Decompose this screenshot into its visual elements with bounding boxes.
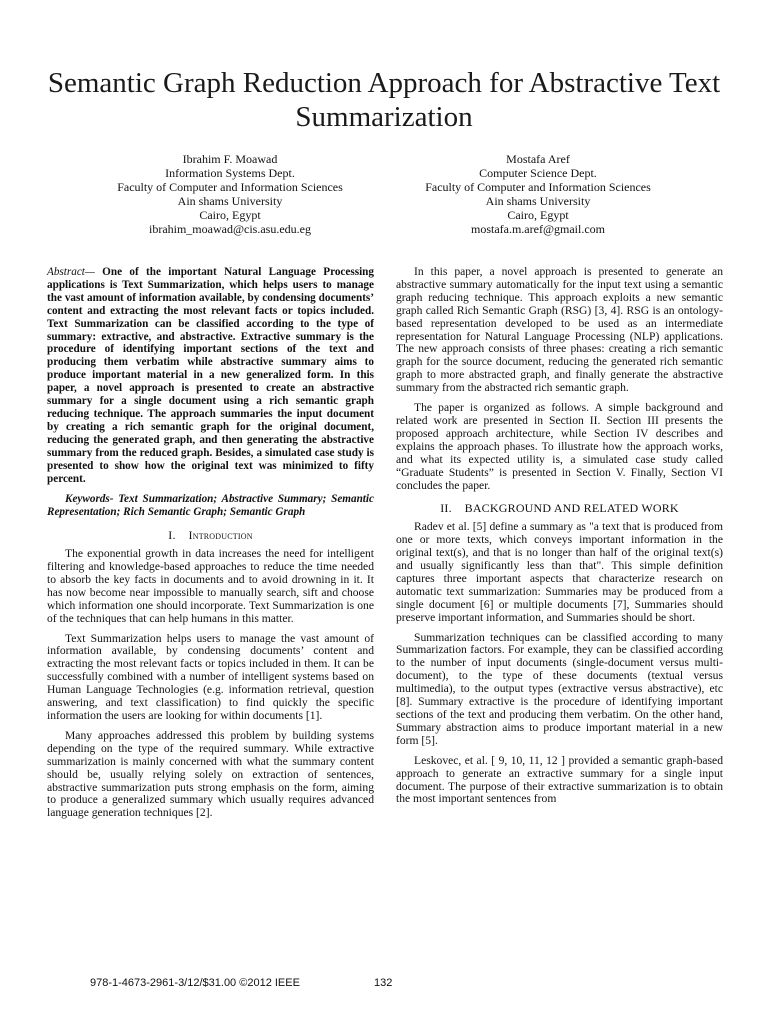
abstract: [47, 266, 374, 485]
abstract-text: One of the important Natural Language Processing applications is Text Summarization, which helps users to manage the vast amount of information available, by condensing documents’ content and extracting the most relevant facts or topics included. Text Summarization can be classified according to the type of summary: extractive, and abstractive. Extractive summary is the procedure of identifying important sections of the text and producing them verbatim while abstractive summary aims to produce important material in a new generalized form. In this paper, a novel approach is presented to create an abstractive summary for a single document using a rich semantic graph reducing technique. The approach summaries the input document by creating a rich semantic graph for the original document, reducing the generated graph, and then generating the abstractive summary from the reduced graph. Besides, a simulated case study is presented to show how the original text was minimized to fifty percent.: [47, 266, 374, 485]
author-email: ibrahim_moawad@cis.asu.edu.eg: [148, 222, 311, 236]
section-number: I.: [168, 528, 176, 543]
section-heading-introduction: [47, 529, 374, 542]
paragraph: The exponential growth in data increases the need for intelligent filtering and knowledge-based approaches to reduce the time needed to absorb the key facts in documents and to avoid drowning in it. It has now become near impossible to manually search, sift and choose which information one should incorporate. Text Summarization is one of the techniques that can help humans in this matter.: [47, 547, 374, 625]
keywords: Keywords- Text Summarization; Abstractive Summary; Semantic Representation; Rich Semantic Graph; Semantic Graph: [47, 493, 374, 519]
author-location: Cairo, Egypt: [199, 208, 261, 222]
author-dept: Computer Science Dept.: [479, 166, 597, 180]
author-university: Ain shams University: [177, 194, 283, 208]
section-title: BACKGROUND AND RELATED WORK: [464, 501, 679, 516]
author-block-1: [80, 152, 380, 236]
paragraph: Text Summarization helps users to manage the vast amount of information available, by condensing documents’ content and extracting the most relevant facts or topics included in them. It can be successfully combined with a number of intelligent systems based on Human Language Technologies (e.g. information retrieval, question answering, and text classification) to find quickly the specific information the users are looking for within documents [1].: [47, 631, 374, 722]
paragraph: The paper is organized as follows. A simple background and related work are presented in Section II. Section III presents the proposed approach architecture, while Section IV describes and explains the approach phases. To illustrate how the approach works, and what its expected utility is, a simulated case study called “Graduate Students” is presented in Section V. Finally, Section VI concludes the paper.: [396, 401, 723, 492]
paragraph: Many approaches addressed this problem by building systems depending on the type of the required summary. While extractive summarization is mainly concerned with what the summary content should be, usually relying solely on extraction of sentences, abstractive summarization puts strong emphasis on the form, aiming to produce a generalized summary which usually requires advanced language generation techniques [2].: [47, 728, 374, 820]
author-university: Ain shams University: [485, 194, 591, 208]
section-title: Introduction: [188, 528, 253, 543]
author-email: mostafa.m.aref@gmail.com: [470, 222, 605, 236]
paper-title: Semantic Graph Reduction Approach for Abstractive Text Summarization: [47, 67, 721, 133]
left-column: [47, 266, 374, 827]
author-name: Mostafa Aref: [506, 152, 570, 166]
footer-isbn: 978-1-4673-2961-3/12/$31.00 ©2012 IEEE: [90, 977, 300, 989]
author-name: Ibrahim F. Moawad: [182, 152, 278, 166]
paragraph: In this paper, a novel approach is presented to generate an abstractive summary automatically for the input text using a semantic graph reducing technique. This approach exploits a new semantic graph called Rich Semantic Graph (RSG) [3, 4]. RSG is an ontology-based representation developed to be used as an intermediate representation for Natural Language Processing (NLP) applications. The new approach consists of three phases: creating a rich semantic graph for the source document, reducing the generated rich semantic graph to more abstracted graph, and finally generate the abstractive summary from the abstracted rich semantic graph.: [396, 265, 723, 395]
paragraph: Summarization techniques can be classified according to many Summarization factors. For example, they can be classified according to the number of input documents (single-document versus multi-document), to the type of these documents (textual versus multimedia), to the output types (extractive versus abstractive), etc [8]. Summary extractive is the procedure of identifying important sections of the text and producing them verbatim. On the other hand, Summary abstraction aims to produce important material in a new form [5].: [396, 630, 723, 747]
author-faculty: Faculty of Computer and Information Sciences: [425, 180, 651, 194]
author-faculty: Faculty of Computer and Information Sciences: [117, 180, 343, 194]
author-block-2: [388, 152, 688, 236]
author-location: Cairo, Egypt: [507, 208, 569, 222]
paragraph: Radev et al. [5] define a summary as "a text that is produced from one or more texts, which conveys important information in the original text(s), and that is no longer than half of the original text(s) and usually significantly less than that". This simple definition captures three important aspects that characterize research on automatic text summarization: Summaries may be produced from a single document [6] or multiple documents [7], Summaries should preserve important information, and Summaries should be short.: [396, 520, 723, 624]
right-column: [396, 266, 723, 813]
paragraph: Leskovec, et al. [ 9, 10, 11, 12 ] provided a semantic graph-based approach to generate an extractive summary for a single input document. The purpose of their extractive summarization is to obtain the most important sentences from: [396, 753, 723, 806]
section-number: II.: [440, 501, 452, 516]
section-heading-background: [396, 502, 723, 515]
page-number: 132: [374, 977, 393, 989]
abstract-lead: Abstract—: [47, 266, 95, 278]
author-dept: Information Systems Dept.: [165, 166, 295, 180]
